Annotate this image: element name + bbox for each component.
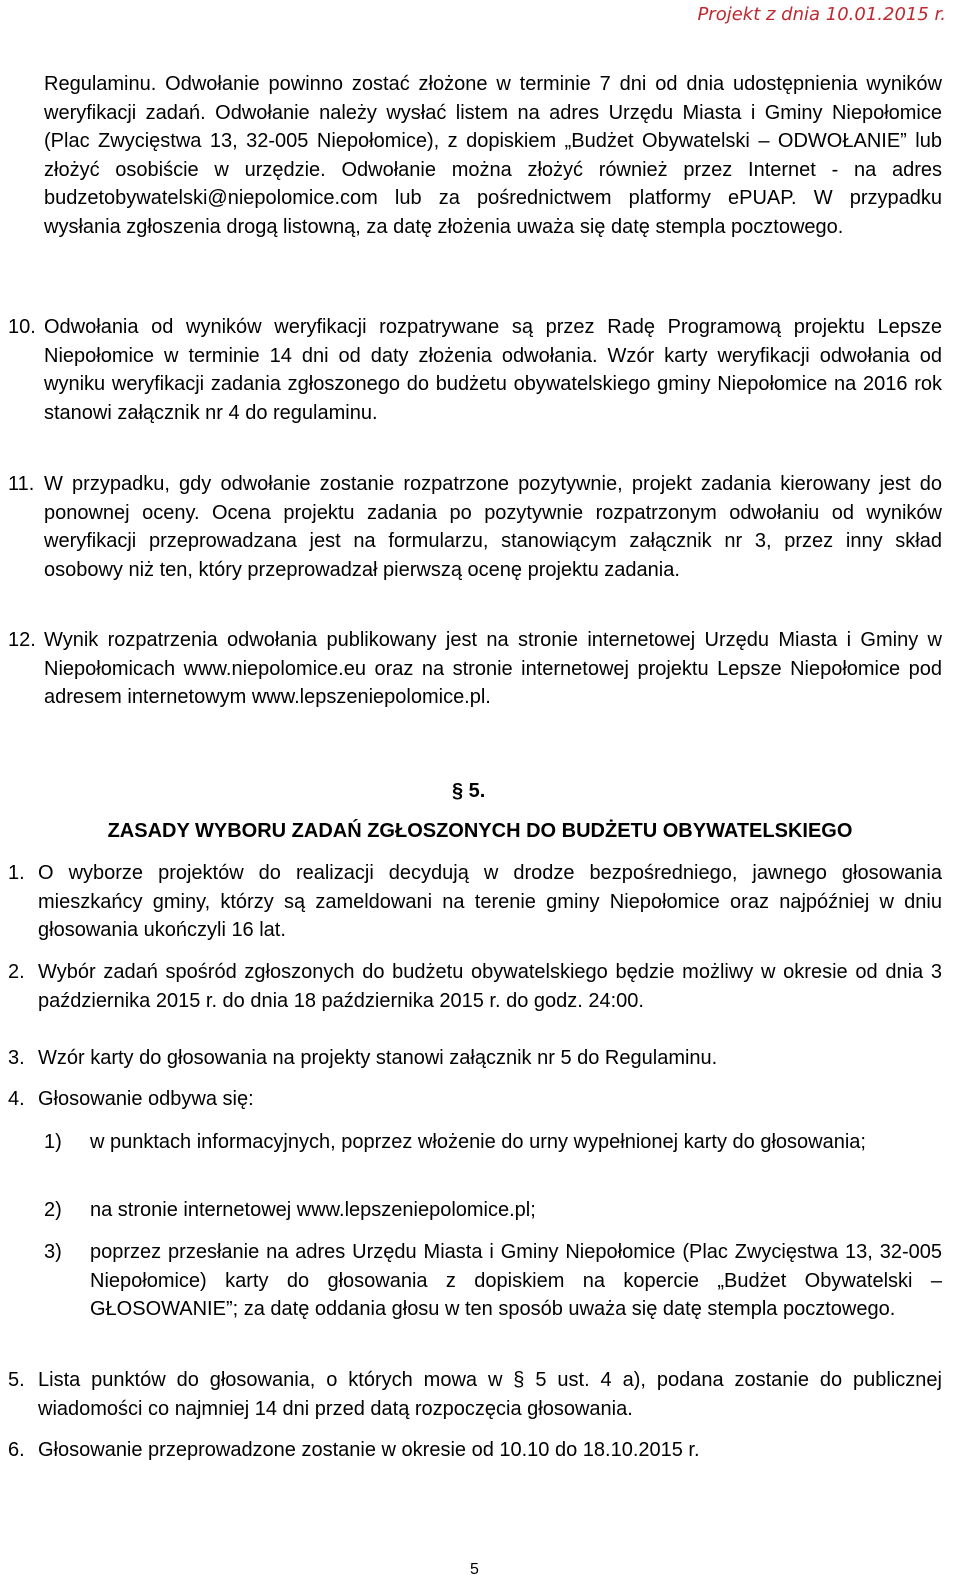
section-number: § 5. [452, 780, 486, 802]
item-number: 4. [8, 1088, 25, 1110]
list-item: Głosowanie odbywa się: [38, 1088, 254, 1110]
item-number: 3. [8, 1047, 25, 1069]
item-number: 12. [8, 629, 36, 651]
item-number: 5. [8, 1369, 25, 1391]
page-number: 5 [470, 1561, 479, 1578]
intro-paragraph: Regulaminu. Odwołanie powinno zostać złożone w terminie 7 dni od dnia udostępnienia wyników weryfikacji zadań. Odwołanie należy wysłać listem na adres Urzędu Miasta i Gminy Niepołomice (Plac Zwycięstwa 13, 32-005 Niepołomice), z dopiskiem „Budżet Obywatelski – ODWOŁANIE” lub złożyć osobiście w urzędzie. Odwołanie można złożyć również przez Internet - na adres budzetobywatelski@niepolomice.com lub za pośrednictwem platformy ePUAP. W przypadku wysłania zgłoszenia drogą listowną, za datę złożenia uważa się datę stempla pocztowego. [44, 73, 942, 238]
list-item: Lista punktów do głosowania, o których mowa w § 5 ust. 4 a), podana zostanie do publicznej wiadomości co najmniej 14 dni przed datą rozpoczęcia głosowania. [38, 1369, 942, 1420]
list-item: Głosowanie przeprowadzone zostanie w okresie od 10.10 do 18.10.2015 r. [38, 1439, 700, 1461]
item-number: 10. [8, 316, 36, 338]
list-item: W przypadku, gdy odwołanie zostanie rozpatrzone pozytywnie, projekt zadania kierowany jest do ponownej oceny. Ocena projektu zadania po pozytywnie rozpatrzonym odwołaniu od wyników weryfikacji przeprowadzana jest na formularzu, stanowiącym załącznik nr 3, przez inny skład osobowy niż ten, który przeprowadzał pierwszą ocenę projektu zadania. [44, 473, 942, 581]
list-item: Wynik rozpatrzenia odwołania publikowany jest na stronie internetowej Urzędu Miasta i Gminy w Niepołomicach www.niepolomice.eu oraz na stronie internetowej projektu Lepsze Niepołomice pod adresem internetowym www.lepszeniepolomice.pl. [44, 629, 942, 709]
section-title: ZASADY WYBORU ZADAŃ ZGŁOSZONYCH DO BUDŻETU OBYWATELSKIEGO [107, 820, 853, 842]
subitem-number: 3) [44, 1241, 62, 1263]
sub-list-item: na stronie internetowej www.lepszeniepolomice.pl; [90, 1199, 536, 1221]
list-item: Odwołania od wyników weryfikacji rozpatrywane są przez Radę Programową projektu Lepsze Niepołomice w terminie 14 dni od daty złożenia odwołania. Wzór karty weryfikacji odwołania od wyniku weryfikacji zadania zgłoszonego do budżetu obywatelskiego gminy Niepołomice na 2016 rok stanowi załącznik nr 4 do regulaminu. [44, 316, 942, 424]
sub-list-item: w punktach informacyjnych, poprzez włożenie do urny wypełnionej karty do głosowania; [90, 1131, 866, 1153]
subitem-number: 1) [44, 1131, 62, 1153]
draft-date-note: Projekt z dnia 10.01.2015 r. [697, 4, 946, 25]
item-number: 2. [8, 961, 25, 983]
list-item: O wyborze projektów do realizacji decydują w drodze bezpośredniego, jawnego głosowania mieszkańcy gminy, którzy są zameldowani na terenie gminy Niepołomice oraz najpóźniej w dniu głosowania ukończyli 16 lat. [38, 862, 942, 942]
subitem-number: 2) [44, 1199, 62, 1221]
list-item: Wzór karty do głosowania na projekty stanowi załącznik nr 5 do Regulaminu. [38, 1047, 718, 1069]
list-item: Wybór zadań spośród zgłoszonych do budżetu obywatelskiego będzie możliwy w okresie od dnia 3 października 2015 r. do dnia 18 października 2015 r. do godz. 24:00. [38, 961, 942, 1012]
item-number: 6. [8, 1439, 25, 1461]
sub-list-item: poprzez przesłanie na adres Urzędu Miasta i Gminy Niepołomice (Plac Zwycięstwa 13, 32-005 Niepołomice) karty do głosowania z dopiskiem na kopercie „Budżet Obywatelski – GŁOSOWANIE”; za datę oddania głosu w ten sposób uważa się datę stempla pocztowego. [90, 1241, 942, 1321]
item-number: 1. [8, 862, 25, 884]
item-number: 11. [8, 473, 35, 495]
